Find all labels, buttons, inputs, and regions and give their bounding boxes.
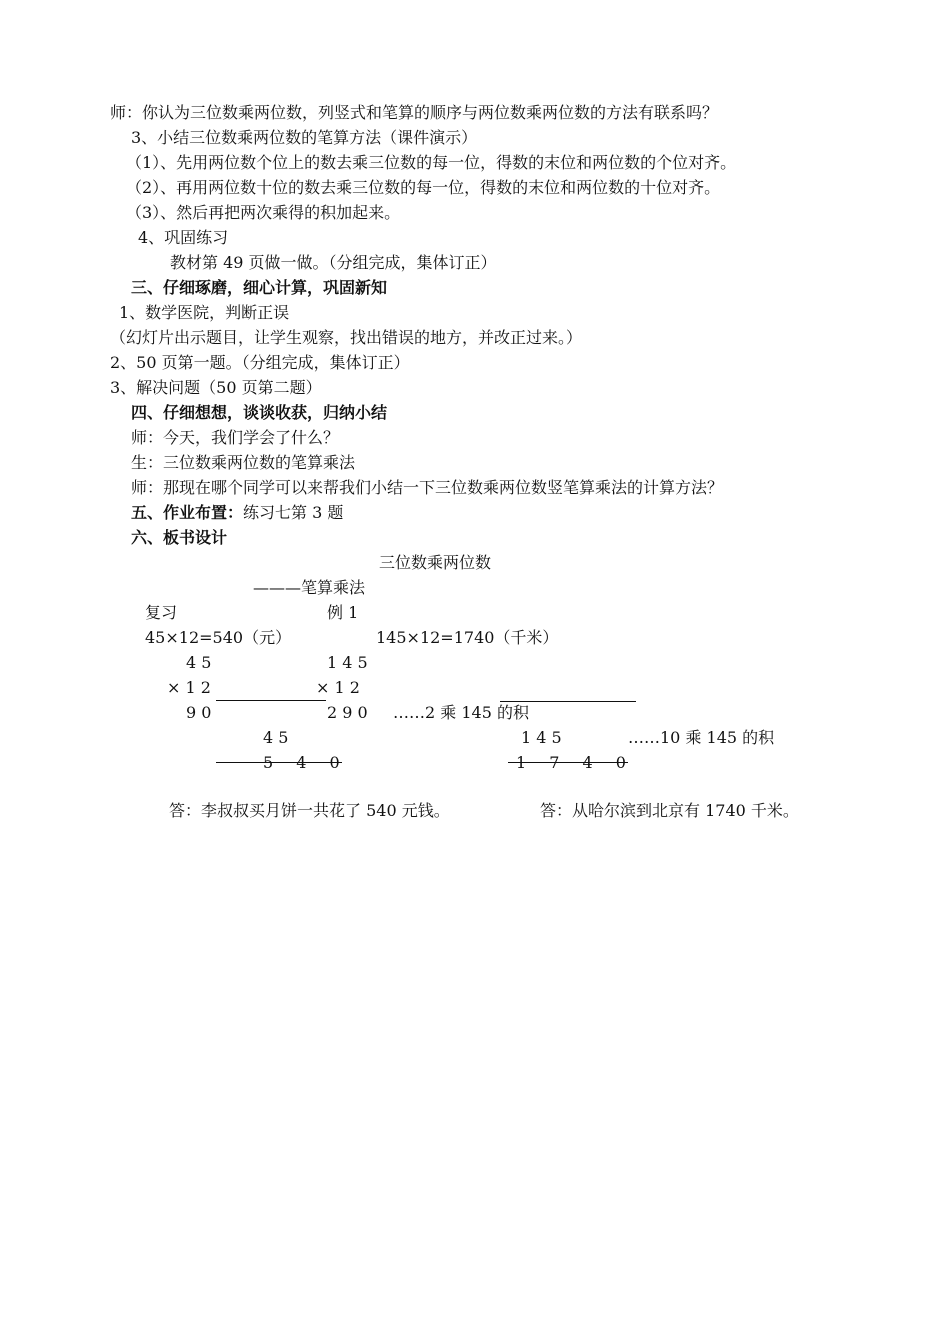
- board-title: 三位数乘两位数: [379, 553, 492, 572]
- section-heading-3: 三、仔细琢磨，细心计算，巩固新知: [131, 278, 388, 297]
- right-multiplier: × 1 2: [316, 678, 360, 697]
- left-result: 5 4 0: [263, 753, 349, 772]
- example-label: 例 1: [327, 603, 359, 622]
- review-label: 复习: [145, 603, 178, 622]
- section-heading-5: [131, 502, 343, 524]
- homework-label: 五、作业布置：: [131, 503, 244, 522]
- answer-left: 答：李叔叔买月饼一共花了 540 元钱。: [169, 801, 450, 820]
- left-multiplier: × 1 2: [167, 678, 211, 697]
- answer-right: 答：从哈尔滨到北京有 1740 千米。: [540, 801, 799, 820]
- text-line-5: （3）、然后再把两次乘得的积加起来。: [126, 203, 401, 222]
- left-multiplicand: 4 5: [186, 653, 212, 672]
- rule-line: [500, 701, 636, 702]
- right-multiplicand: 1 4 5: [327, 653, 368, 672]
- text-line-2: 3、小结三位数乘两位数的笔算方法（课件演示）: [131, 128, 478, 147]
- section-heading-4: 四、仔细想想，谈谈收获，归纳小结: [131, 403, 388, 422]
- rule-line: [216, 762, 342, 763]
- rule-line: [216, 700, 326, 701]
- right-partial-2: 1 4 5: [521, 728, 562, 747]
- text-line-16: 师：那现在哪个同学可以来帮我们小结一下三位数乘两位数竖笔算乘法的计算方法？: [131, 478, 724, 497]
- section-heading-6: 六、板书设计: [131, 528, 228, 547]
- note-partial-1: ……2 乘 145 的积: [393, 703, 529, 722]
- review-equation: 45×12=540（元）: [145, 628, 292, 647]
- text-line-11: 2、50 页第一题。（分组完成，集体订正）: [110, 353, 410, 372]
- right-result: 1 7 4 0: [516, 753, 635, 772]
- text-line-7: 教材第 49 页做一做。（分组完成，集体订正）: [170, 253, 497, 272]
- board-subtitle: ———笔算乘法: [253, 578, 366, 597]
- example-equation: 145×12=1740（千米）: [376, 628, 559, 647]
- text-line-4: （2）、再用两位数十位的数去乘三位数的每一位，得数的末位和两位数的十位对齐。: [126, 178, 721, 197]
- text-line-15: 生：三位数乘两位数的笔算乘法: [131, 453, 356, 472]
- text-line-10: （幻灯片出示题目，让学生观察，找出错误的地方，并改正过来。）: [110, 328, 583, 347]
- text-line-9: 1、数学医院，判断正误: [119, 303, 290, 322]
- left-partial-2: 4 5: [263, 728, 289, 747]
- homework-text: 练习七第 3 题: [243, 503, 344, 522]
- text-line-14: 师：今天，我们学会了什么？: [131, 428, 340, 447]
- rule-line: [508, 762, 628, 763]
- text-line-1: 师：你认为三位数乘两位数，列竖式和笔算的顺序与两位数乘两位数的方法有联系吗？: [110, 103, 719, 122]
- right-partial-1: 2 9 0: [327, 703, 368, 722]
- left-partial-1: 9 0: [186, 703, 212, 722]
- text-line-3: （1）、先用两位数个位上的数去乘三位数的每一位，得数的末位和两位数的个位对齐。: [126, 153, 737, 172]
- text-line-6: 4、巩固练习: [138, 228, 229, 247]
- text-line-12: 3、解决问题（50 页第二题）: [110, 378, 322, 397]
- note-partial-2: ……10 乘 145 的积: [628, 728, 775, 747]
